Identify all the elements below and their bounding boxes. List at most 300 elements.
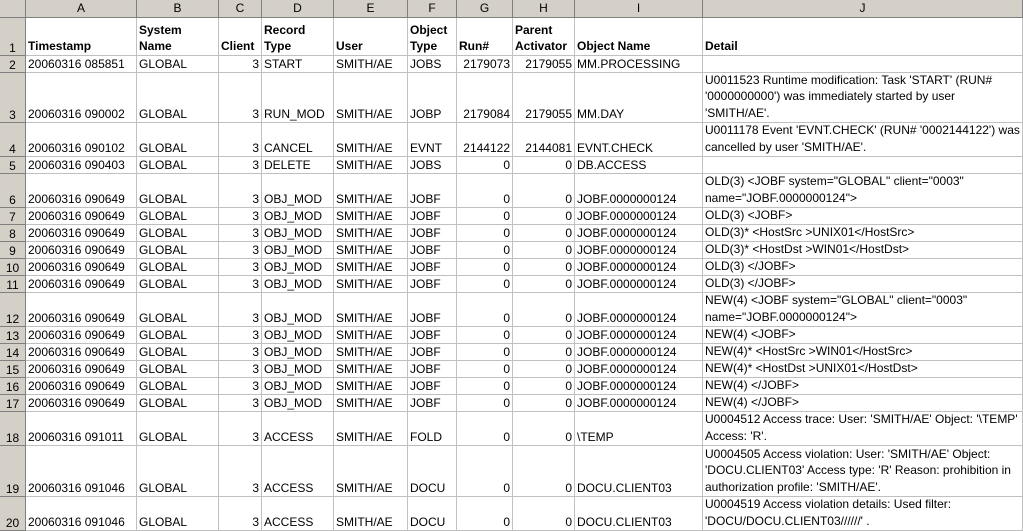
cell-value: 0 bbox=[565, 260, 572, 274]
cell-value: GLOBAL bbox=[139, 243, 188, 257]
cell-client[interactable] bbox=[219, 259, 262, 276]
cell-system-name[interactable] bbox=[137, 497, 219, 531]
row-header-4[interactable] bbox=[0, 123, 26, 157]
row-number: 17 bbox=[5, 397, 20, 411]
row-number: 1 bbox=[9, 41, 16, 55]
cell-value: JOBF bbox=[410, 311, 441, 325]
cell-value: 20060316 090649 bbox=[28, 328, 125, 342]
cell-client[interactable] bbox=[219, 327, 262, 344]
cell-run-number[interactable] bbox=[457, 293, 513, 327]
cell-value: 2179055 bbox=[525, 57, 572, 71]
column-header-d[interactable]: D bbox=[262, 0, 334, 17]
cell-parent-activator[interactable] bbox=[513, 446, 575, 497]
cell-value: SMITH/AE bbox=[336, 192, 393, 206]
cell-value: 20060316 090649 bbox=[28, 362, 125, 376]
cell-value: JOBF.0000000124 bbox=[577, 311, 677, 325]
cell-client[interactable] bbox=[219, 242, 262, 259]
cell-detail[interactable] bbox=[703, 378, 1023, 395]
cell-user[interactable] bbox=[334, 412, 408, 446]
cell-user[interactable] bbox=[334, 344, 408, 361]
cell-value: FOLD bbox=[410, 430, 443, 444]
cell-record-type[interactable] bbox=[262, 412, 334, 446]
cell-detail[interactable] bbox=[703, 412, 1023, 446]
cell-value: GLOBAL bbox=[139, 379, 188, 393]
cell-run-number[interactable] bbox=[457, 327, 513, 344]
cell-user[interactable] bbox=[334, 56, 408, 73]
cell-value: OBJ_MOD bbox=[264, 328, 323, 342]
cell-detail[interactable] bbox=[703, 327, 1023, 344]
cell-system-name[interactable] bbox=[137, 157, 219, 174]
cell-object-name[interactable] bbox=[575, 259, 703, 276]
cell-parent-activator[interactable] bbox=[513, 157, 575, 174]
cell-object-name[interactable] bbox=[575, 123, 703, 157]
cell-value: SMITH/AE bbox=[336, 379, 393, 393]
cell-object-name[interactable] bbox=[575, 344, 703, 361]
cell-parent-activator[interactable] bbox=[513, 123, 575, 157]
cell-object-type[interactable] bbox=[408, 56, 457, 73]
cell-run-number[interactable] bbox=[457, 395, 513, 412]
header-cell-user[interactable] bbox=[334, 18, 408, 56]
cell-run-number[interactable] bbox=[457, 242, 513, 259]
cell-object-type[interactable] bbox=[408, 361, 457, 378]
cell-object-type[interactable] bbox=[408, 344, 457, 361]
cell-object-type[interactable] bbox=[408, 497, 457, 531]
cell-client[interactable] bbox=[219, 225, 262, 242]
column-header-e[interactable]: E bbox=[334, 0, 408, 17]
cell-parent-activator[interactable] bbox=[513, 225, 575, 242]
cell-detail[interactable] bbox=[703, 361, 1023, 378]
cell-timestamp[interactable] bbox=[26, 208, 137, 225]
cell-object-type[interactable] bbox=[408, 446, 457, 497]
cell-value: 0 bbox=[503, 243, 510, 257]
cell-object-type[interactable] bbox=[408, 293, 457, 327]
cell-user[interactable] bbox=[334, 225, 408, 242]
row-header-3[interactable] bbox=[0, 73, 26, 123]
cell-run-number[interactable] bbox=[457, 73, 513, 123]
cell-user[interactable] bbox=[334, 378, 408, 395]
row-header-6[interactable] bbox=[0, 174, 26, 208]
row-number: 20 bbox=[5, 516, 20, 530]
row-number: 16 bbox=[5, 380, 20, 394]
cell-client[interactable] bbox=[219, 497, 262, 531]
cell-object-type[interactable] bbox=[408, 378, 457, 395]
cell-timestamp[interactable] bbox=[26, 293, 137, 327]
column-header-j[interactable]: J bbox=[703, 0, 1023, 17]
row-header-7[interactable] bbox=[0, 208, 26, 225]
cell-system-name[interactable] bbox=[137, 242, 219, 259]
row-header-1[interactable] bbox=[0, 18, 26, 56]
cell-parent-activator[interactable] bbox=[513, 395, 575, 412]
cell-value: GLOBAL bbox=[139, 141, 188, 155]
cell-run-number[interactable] bbox=[457, 412, 513, 446]
cell-value: U0011523 Runtime modification: Task 'START' (RUN# '0000000000') was immediately started by user 'SMITH/AE'. bbox=[705, 73, 993, 121]
cell-detail[interactable] bbox=[703, 446, 1023, 497]
cell-object-name[interactable] bbox=[575, 174, 703, 208]
cell-object-name[interactable] bbox=[575, 157, 703, 174]
cell-user[interactable] bbox=[334, 242, 408, 259]
cell-value: 3 bbox=[252, 396, 259, 410]
cell-object-type[interactable] bbox=[408, 174, 457, 208]
cell-record-type[interactable] bbox=[262, 395, 334, 412]
cell-value: NEW(4) <JOBF system="GLOBAL" client="0003" name="JOBF.0000000124"> bbox=[705, 293, 968, 325]
cell-record-type[interactable] bbox=[262, 208, 334, 225]
cell-value: 0 bbox=[565, 379, 572, 393]
header-cell-parent-activator[interactable] bbox=[513, 18, 575, 56]
cell-system-name[interactable] bbox=[137, 412, 219, 446]
cell-parent-activator[interactable] bbox=[513, 497, 575, 531]
cell-value: START bbox=[264, 57, 303, 71]
cell-run-number[interactable] bbox=[457, 446, 513, 497]
cell-detail[interactable] bbox=[703, 157, 1023, 174]
cell-record-type[interactable] bbox=[262, 56, 334, 73]
cell-record-type[interactable] bbox=[262, 157, 334, 174]
cell-value: 3 bbox=[252, 192, 259, 206]
cell-value: ACCESS bbox=[264, 515, 314, 529]
cell-object-name[interactable] bbox=[575, 361, 703, 378]
cell-timestamp[interactable] bbox=[26, 378, 137, 395]
header-cell-object-type[interactable] bbox=[408, 18, 457, 56]
cell-client[interactable] bbox=[219, 208, 262, 225]
cell-object-type[interactable] bbox=[408, 73, 457, 123]
cell-value: 3 bbox=[252, 141, 259, 155]
cell-client[interactable] bbox=[219, 395, 262, 412]
cell-object-name[interactable] bbox=[575, 395, 703, 412]
cell-object-name[interactable] bbox=[575, 497, 703, 531]
cell-value: 0 bbox=[565, 209, 572, 223]
row-header-15[interactable] bbox=[0, 361, 26, 378]
cell-client[interactable] bbox=[219, 56, 262, 73]
cell-record-type[interactable] bbox=[262, 378, 334, 395]
header-cell-system-name[interactable] bbox=[137, 18, 219, 56]
header-cell-timestamp[interactable] bbox=[26, 18, 137, 56]
cell-parent-activator[interactable] bbox=[513, 378, 575, 395]
cell-parent-activator[interactable] bbox=[513, 276, 575, 293]
cell-object-name[interactable] bbox=[575, 293, 703, 327]
cell-detail[interactable] bbox=[703, 225, 1023, 242]
cell-user[interactable] bbox=[334, 276, 408, 293]
cell-record-type[interactable] bbox=[262, 174, 334, 208]
cell-client[interactable] bbox=[219, 378, 262, 395]
cell-value: \TEMP bbox=[577, 430, 614, 444]
cell-value: 2144122 bbox=[463, 141, 510, 155]
cell-timestamp[interactable] bbox=[26, 242, 137, 259]
cell-object-type[interactable] bbox=[408, 242, 457, 259]
cell-run-number[interactable] bbox=[457, 56, 513, 73]
cell-parent-activator[interactable] bbox=[513, 208, 575, 225]
header-cell-client[interactable] bbox=[219, 18, 262, 56]
cell-value: DOCU bbox=[410, 481, 446, 495]
cell-system-name[interactable] bbox=[137, 208, 219, 225]
cell-value: SMITH/AE bbox=[336, 362, 393, 376]
cell-parent-activator[interactable] bbox=[513, 327, 575, 344]
cell-record-type[interactable] bbox=[262, 73, 334, 123]
row-header-14[interactable] bbox=[0, 344, 26, 361]
cell-object-name[interactable] bbox=[575, 56, 703, 73]
cell-object-type[interactable] bbox=[408, 276, 457, 293]
cell-user[interactable] bbox=[334, 208, 408, 225]
column-header-f[interactable]: F bbox=[408, 0, 457, 17]
cell-value: 20060316 090002 bbox=[28, 107, 125, 121]
cell-object-name[interactable] bbox=[575, 327, 703, 344]
column-header-i[interactable]: I bbox=[575, 0, 703, 17]
select-all-corner[interactable] bbox=[0, 0, 26, 17]
cell-timestamp[interactable] bbox=[26, 73, 137, 123]
cell-user[interactable] bbox=[334, 361, 408, 378]
cell-timestamp[interactable] bbox=[26, 276, 137, 293]
cell-detail[interactable] bbox=[703, 395, 1023, 412]
cell-timestamp[interactable] bbox=[26, 412, 137, 446]
cell-user[interactable] bbox=[334, 157, 408, 174]
cell-value: GLOBAL bbox=[139, 277, 188, 291]
row-number: 3 bbox=[9, 108, 16, 122]
cell-timestamp[interactable] bbox=[26, 157, 137, 174]
row-header-11[interactable] bbox=[0, 276, 26, 293]
cell-client[interactable] bbox=[219, 293, 262, 327]
cell-value: NEW(4)* <HostSrc >WIN01</HostSrc> bbox=[705, 344, 913, 359]
cell-timestamp[interactable] bbox=[26, 259, 137, 276]
cell-run-number[interactable] bbox=[457, 123, 513, 157]
row-header-9[interactable] bbox=[0, 242, 26, 259]
cell-value: 0 bbox=[503, 481, 510, 495]
cell-object-name[interactable] bbox=[575, 276, 703, 293]
cell-detail[interactable] bbox=[703, 497, 1023, 531]
row-header-16[interactable] bbox=[0, 378, 26, 395]
cell-value: JOBF.0000000124 bbox=[577, 396, 677, 410]
cell-user[interactable] bbox=[334, 327, 408, 344]
cell-value: SMITH/AE bbox=[336, 141, 393, 155]
cell-value: 0 bbox=[565, 430, 572, 444]
cell-run-number[interactable] bbox=[457, 344, 513, 361]
cell-object-type[interactable] bbox=[408, 225, 457, 242]
cell-detail[interactable] bbox=[703, 276, 1023, 293]
row-header-18[interactable] bbox=[0, 412, 26, 446]
column-header-h[interactable]: H bbox=[513, 0, 575, 17]
cell-value: 2179073 bbox=[463, 57, 510, 71]
row-number: 15 bbox=[5, 363, 20, 377]
cell-run-number[interactable] bbox=[457, 497, 513, 531]
cell-system-name[interactable] bbox=[137, 56, 219, 73]
cell-value: GLOBAL bbox=[139, 107, 188, 121]
cell-detail[interactable] bbox=[703, 259, 1023, 276]
cell-record-type[interactable] bbox=[262, 276, 334, 293]
cell-value: JOBF bbox=[410, 192, 441, 206]
row-number: 12 bbox=[5, 312, 20, 326]
cell-value: DB.ACCESS bbox=[577, 158, 647, 172]
cell-system-name[interactable] bbox=[137, 225, 219, 242]
cell-run-number[interactable] bbox=[457, 208, 513, 225]
cell-system-name[interactable] bbox=[137, 395, 219, 412]
cell-client[interactable] bbox=[219, 276, 262, 293]
cell-value: JOBF bbox=[410, 226, 441, 240]
cell-object-name[interactable] bbox=[575, 208, 703, 225]
cell-user[interactable] bbox=[334, 293, 408, 327]
cell-value: 2179084 bbox=[463, 107, 510, 121]
cell-object-type[interactable] bbox=[408, 157, 457, 174]
cell-record-type[interactable] bbox=[262, 259, 334, 276]
cell-detail[interactable] bbox=[703, 242, 1023, 259]
cell-system-name[interactable] bbox=[137, 344, 219, 361]
cell-timestamp[interactable] bbox=[26, 123, 137, 157]
cell-object-type[interactable] bbox=[408, 327, 457, 344]
cell-timestamp[interactable] bbox=[26, 225, 137, 242]
cell-system-name[interactable] bbox=[137, 276, 219, 293]
cell-parent-activator[interactable] bbox=[513, 293, 575, 327]
cell-client[interactable] bbox=[219, 73, 262, 123]
cell-run-number[interactable] bbox=[457, 259, 513, 276]
cell-timestamp[interactable] bbox=[26, 344, 137, 361]
cell-run-number[interactable] bbox=[457, 225, 513, 242]
cell-value: OBJ_MOD bbox=[264, 345, 323, 359]
cell-value: JOBP bbox=[410, 107, 442, 121]
cell-run-number[interactable] bbox=[457, 174, 513, 208]
cell-run-number[interactable] bbox=[457, 276, 513, 293]
cell-parent-activator[interactable] bbox=[513, 56, 575, 73]
cell-client[interactable] bbox=[219, 174, 262, 208]
column-header-c[interactable]: C bbox=[219, 0, 262, 17]
cell-value: GLOBAL bbox=[139, 57, 188, 71]
cell-timestamp[interactable] bbox=[26, 446, 137, 497]
cell-object-name[interactable] bbox=[575, 446, 703, 497]
cell-parent-activator[interactable] bbox=[513, 259, 575, 276]
cell-client[interactable] bbox=[219, 123, 262, 157]
cell-object-type[interactable] bbox=[408, 123, 457, 157]
row-header-2[interactable] bbox=[0, 56, 26, 73]
cell-timestamp[interactable] bbox=[26, 56, 137, 73]
cell-user[interactable] bbox=[334, 395, 408, 412]
cell-record-type[interactable] bbox=[262, 344, 334, 361]
cell-client[interactable] bbox=[219, 157, 262, 174]
cell-user[interactable] bbox=[334, 497, 408, 531]
cell-value: U0004519 Access violation details: Used filter: 'DOCU/DOCU.CLIENT03//////' . bbox=[705, 497, 952, 529]
cell-timestamp[interactable] bbox=[26, 361, 137, 378]
cell-value: U0004512 Access trace: User: 'SMITH/AE' Object: '\TEMP' Access: 'R'. bbox=[705, 412, 1018, 444]
cell-value: 20060316 090102 bbox=[28, 141, 125, 155]
cell-object-name[interactable] bbox=[575, 412, 703, 446]
cell-value: 20060316 090649 bbox=[28, 209, 125, 223]
column-header-a[interactable]: A bbox=[26, 0, 137, 17]
row-header-17[interactable] bbox=[0, 395, 26, 412]
row-header-20[interactable] bbox=[0, 497, 26, 531]
cell-record-type[interactable] bbox=[262, 293, 334, 327]
cell-object-name[interactable] bbox=[575, 225, 703, 242]
cell-timestamp[interactable] bbox=[26, 497, 137, 531]
cell-value: SMITH/AE bbox=[336, 328, 393, 342]
cell-object-name[interactable] bbox=[575, 73, 703, 123]
cell-object-type[interactable] bbox=[408, 208, 457, 225]
cell-timestamp[interactable] bbox=[26, 395, 137, 412]
cell-record-type[interactable] bbox=[262, 123, 334, 157]
column-header-g[interactable]: G bbox=[457, 0, 513, 17]
cell-user[interactable] bbox=[334, 73, 408, 123]
cell-run-number[interactable] bbox=[457, 378, 513, 395]
header-cell-detail[interactable] bbox=[703, 18, 1023, 56]
cell-value: OLD(3) <JOBF> bbox=[705, 208, 793, 223]
cell-object-type[interactable] bbox=[408, 259, 457, 276]
cell-detail[interactable] bbox=[703, 73, 1023, 123]
cell-object-type[interactable] bbox=[408, 395, 457, 412]
row-header-8[interactable] bbox=[0, 225, 26, 242]
cell-user[interactable] bbox=[334, 446, 408, 497]
cell-record-type[interactable] bbox=[262, 497, 334, 531]
row-header-13[interactable] bbox=[0, 327, 26, 344]
cell-object-name[interactable] bbox=[575, 378, 703, 395]
cell-run-number[interactable] bbox=[457, 361, 513, 378]
cell-system-name[interactable] bbox=[137, 259, 219, 276]
cell-client[interactable] bbox=[219, 446, 262, 497]
cell-parent-activator[interactable] bbox=[513, 361, 575, 378]
cell-client[interactable] bbox=[219, 412, 262, 446]
cell-system-name[interactable] bbox=[137, 123, 219, 157]
row-header-5[interactable] bbox=[0, 157, 26, 174]
cell-detail[interactable] bbox=[703, 56, 1023, 73]
cell-system-name[interactable] bbox=[137, 378, 219, 395]
cell-client[interactable] bbox=[219, 361, 262, 378]
cell-detail[interactable] bbox=[703, 293, 1023, 327]
cell-parent-activator[interactable] bbox=[513, 344, 575, 361]
cell-value: GLOBAL bbox=[139, 515, 188, 529]
cell-user[interactable] bbox=[334, 174, 408, 208]
cell-detail[interactable] bbox=[703, 123, 1023, 157]
cell-value: 0 bbox=[565, 396, 572, 410]
cell-parent-activator[interactable] bbox=[513, 73, 575, 123]
cell-value: OBJ_MOD bbox=[264, 226, 323, 240]
cell-user[interactable] bbox=[334, 123, 408, 157]
cell-value: OBJ_MOD bbox=[264, 362, 323, 376]
row-number: 19 bbox=[5, 482, 20, 496]
cell-detail[interactable] bbox=[703, 208, 1023, 225]
header-cell-run-number[interactable] bbox=[457, 18, 513, 56]
cell-detail[interactable] bbox=[703, 174, 1023, 208]
header-cell-record-type[interactable] bbox=[262, 18, 334, 56]
column-header-b[interactable]: B bbox=[137, 0, 219, 17]
cell-run-number[interactable] bbox=[457, 157, 513, 174]
cell-value: SMITH/AE bbox=[336, 515, 393, 529]
row-number: 7 bbox=[9, 210, 16, 224]
cell-record-type[interactable] bbox=[262, 242, 334, 259]
cell-system-name[interactable] bbox=[137, 361, 219, 378]
cell-timestamp[interactable] bbox=[26, 174, 137, 208]
cell-system-name[interactable] bbox=[137, 73, 219, 123]
row-header-19[interactable] bbox=[0, 446, 26, 497]
cell-record-type[interactable] bbox=[262, 446, 334, 497]
cell-parent-activator[interactable] bbox=[513, 412, 575, 446]
cell-record-type[interactable] bbox=[262, 327, 334, 344]
cell-value: Parent Activator bbox=[515, 23, 568, 53]
cell-detail[interactable] bbox=[703, 344, 1023, 361]
cell-value: MM.PROCESSING bbox=[577, 57, 681, 71]
row-header-10[interactable] bbox=[0, 259, 26, 276]
header-cell-object-name[interactable] bbox=[575, 18, 703, 56]
cell-parent-activator[interactable] bbox=[513, 174, 575, 208]
cell-system-name[interactable] bbox=[137, 174, 219, 208]
cell-client[interactable] bbox=[219, 344, 262, 361]
cell-record-type[interactable] bbox=[262, 225, 334, 242]
cell-system-name[interactable] bbox=[137, 293, 219, 327]
cell-object-type[interactable] bbox=[408, 412, 457, 446]
cell-system-name[interactable] bbox=[137, 327, 219, 344]
row-header-12[interactable] bbox=[0, 293, 26, 327]
cell-value: 0 bbox=[565, 311, 572, 325]
cell-system-name[interactable] bbox=[137, 446, 219, 497]
cell-value: JOBS bbox=[410, 158, 442, 172]
cell-object-name[interactable] bbox=[575, 242, 703, 259]
cell-value: SMITH/AE bbox=[336, 481, 393, 495]
cell-parent-activator[interactable] bbox=[513, 242, 575, 259]
cell-record-type[interactable] bbox=[262, 361, 334, 378]
cell-value: 3 bbox=[252, 260, 259, 274]
cell-user[interactable] bbox=[334, 259, 408, 276]
cell-timestamp[interactable] bbox=[26, 327, 137, 344]
